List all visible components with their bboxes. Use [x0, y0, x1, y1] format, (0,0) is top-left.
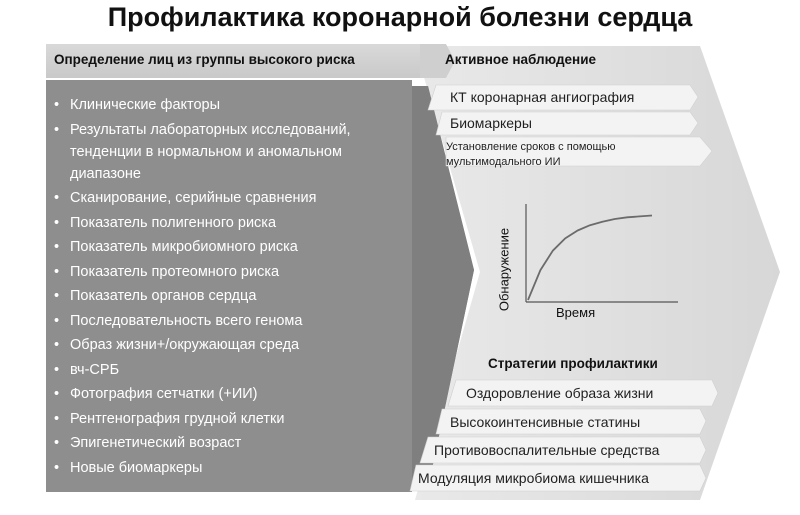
- strategy-anti-inflammatory: Противовоспалительные средства: [434, 442, 660, 458]
- list-item: • Клинические факторы: [52, 94, 397, 116]
- chart-x-label: Время: [556, 305, 596, 320]
- risk-identification-header: Определение лиц из группы высокого риска: [54, 52, 355, 67]
- list-item: • Эпигенетический возраст: [52, 432, 397, 454]
- list-item: • Образ жизни+/окружающая среда: [52, 334, 397, 356]
- list-item: • Показатель протеомного риска: [52, 261, 397, 283]
- list-item: • Последовательность всего генома: [52, 310, 397, 332]
- series-line-0: [528, 216, 652, 301]
- list-item: • вч-СРБ: [52, 359, 397, 381]
- list-item: • Результаты лабораторных исследований, тенденции в нормальном и аномальном диапазоне: [52, 119, 397, 185]
- risk-factor-list: [52, 94, 397, 481]
- obs-item-biomarkers: Биомаркеры: [450, 115, 532, 131]
- prevention-strategies-header: Стратегии профилактики: [488, 356, 658, 371]
- list-item: • Показатель микробиомного риска: [52, 236, 397, 258]
- detection-chart: [520, 200, 680, 310]
- chart-y-label: Обнаружение: [496, 227, 512, 312]
- strategy-statins: Высокоинтенсивные статины: [450, 414, 641, 430]
- strategy-microbiome: Модуляция микробиома кишечника: [418, 470, 649, 486]
- obs-item-ai-timing: Установление сроков с помощью мультимодального ИИ: [446, 141, 616, 168]
- strategy-lifestyle: Оздоровление образа жизни: [466, 385, 654, 401]
- list-item: • Фотография сетчатки (+ИИ): [52, 383, 397, 405]
- page-title: Профилактика коронарной болезни сердца: [107, 2, 693, 32]
- obs-item-ct-angiography: КТ коронарная ангиография: [450, 89, 635, 105]
- list-item: • Новые биомаркеры: [52, 457, 397, 479]
- list-item: • Рентгенография грудной клетки: [52, 408, 397, 430]
- list-item: • Показатель полигенного риска: [52, 212, 397, 234]
- list-item: • Показатель органов сердца: [52, 285, 397, 307]
- list-item: • Сканирование, серийные сравнения: [52, 187, 397, 209]
- active-monitoring-header: Активное наблюдение: [445, 52, 597, 67]
